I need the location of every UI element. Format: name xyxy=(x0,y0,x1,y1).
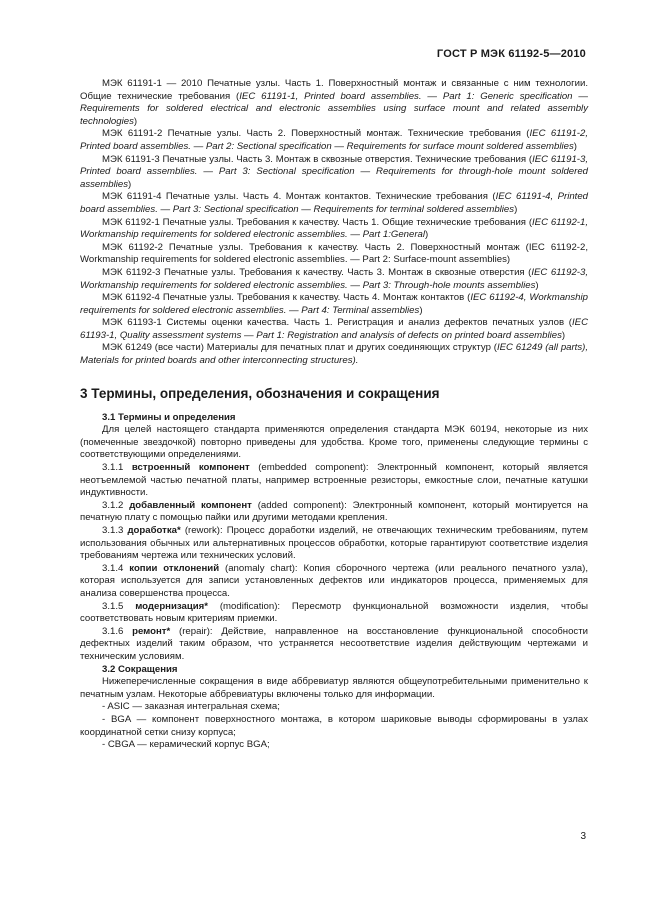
term-number: 3.1.5 xyxy=(102,600,136,612)
reference-text: МЭК 61192-1 Печатные узлы. Требования к качеству. Часть 1. Общие технические требования ( xyxy=(102,216,533,228)
reference-text: МЭК 61192-4 Печатные узлы. Требования к качеству. Часть 4. Монтаж контактов ( xyxy=(102,292,471,304)
reference-entry xyxy=(80,317,588,342)
reference-entry xyxy=(80,191,588,216)
reference-entry xyxy=(80,78,588,128)
reference-english-title: IEC 61192-4, Workmanship requirements for soldered electronic assemblies. — Part 4: Terminal assemblies xyxy=(80,292,588,316)
term-text: (repair): Действие, направленное на восстановление функциональной способности дефектных изделий таким образом, что устраняется несоответствие изделия действующим чертежами и техническим условиям. xyxy=(80,625,588,662)
abbreviations-list xyxy=(80,701,588,751)
reference-english-title: IEC 61191-4, Printed board assemblies. — Part 3: Sectional specification — Requirements for terminal soldered assemblies xyxy=(80,191,589,215)
term-text: (rework): Процесс доработки изделий, не отвечающих техническим требованиям, путем использования обычных или альтернативных процессов обработки, которые гарантируют соответствие изделия требованиям чертежа или технических условий. xyxy=(80,525,588,562)
reference-english-title: IEC 61191-1, Printed board assemblies. — Part 1: Generic specification — Requirements for soldered electrical and electronic assemblies using surface mount and related assembly technologies xyxy=(80,90,588,127)
term-number: 3.1.1 xyxy=(102,462,132,474)
reference-english-title: IEC 61193-1, Quality assessment systems — Part 1: Registration and analysis of defects on printed board assemblies xyxy=(80,317,588,341)
reference-english-title: IEC 61192-3, Workmanship requirements for soldered electronic assemblies. — Part 3: Through-hole mounts assemblies xyxy=(80,266,588,291)
reference-close: ) xyxy=(573,140,577,152)
term-number: 3.1.4 xyxy=(102,562,130,574)
terms-list xyxy=(80,462,588,664)
term-name: ремонт* xyxy=(132,625,171,637)
reference-close: ) xyxy=(133,115,138,127)
reference-entry xyxy=(80,292,588,317)
term-number: 3.1.3 xyxy=(102,525,128,536)
reference-close: ) xyxy=(514,203,518,215)
page-number: 3 xyxy=(580,831,586,842)
term-definition xyxy=(80,626,588,664)
term-name: добавленный компонент xyxy=(129,499,252,511)
term-definition xyxy=(80,601,588,626)
reference-entry xyxy=(80,217,588,242)
reference-english-title: IEC 61191-3, Printed board assemblies. — Part 3: Sectional specification — Requirements for through-hole mount soldered assemblies xyxy=(80,153,588,190)
reference-close: ) xyxy=(425,229,429,241)
term-number: 3.1.6 xyxy=(102,625,133,637)
reference-english-title: IEC 61191-2, Printed board assemblies. — Part 2: Sectional specification — Requirements for surface mount soldered assemblies xyxy=(80,128,588,152)
abbreviations-intro-paragraph: Нижеперечисленные сокращения в виде аббревиатур являются общеупотребительными применительно к печатным узлам. Некоторые аббревиатуры включены только для информации. xyxy=(80,676,588,700)
term-name: модернизация* xyxy=(135,600,208,612)
reference-close: ) xyxy=(419,304,423,316)
abbreviation-item: - ASIC — заказная интегральная схема; xyxy=(102,701,280,713)
term-number: 3.1.2 xyxy=(102,499,130,511)
section-heading: 3 Термины, определения, обозначения и сокращения xyxy=(80,385,440,401)
reference-text: МЭК 61191-1 — 2010 Печатные узлы. Часть 1. Поверхностный монтаж и связанные с ним технологии. Общие технические требования ( xyxy=(80,78,588,102)
term-definition xyxy=(80,462,588,500)
reference-english-title: IEC 61249 (all parts), Materials for printed boards and other interconnecting structures). xyxy=(80,342,589,367)
reference-entry xyxy=(80,242,588,267)
reference-entry xyxy=(80,342,588,367)
term-text: (added component): Электронный компонент, который монтируется на печатную плату с помощью пайки или другими методами крепления. xyxy=(80,499,588,524)
reference-text: МЭК 61193-1 Системы оценки качества. Часть 1. Регистрация и анализ дефектов печатных узлов ( xyxy=(102,317,572,329)
term-name: встроенный компонент xyxy=(131,462,250,474)
term-definition xyxy=(80,563,588,601)
page-header-title: ГОСТ Р МЭК 61192-5—2010 xyxy=(436,48,586,60)
reference-close: ) xyxy=(561,329,566,341)
subsection-heading-terms: 3.1 Термины и определения xyxy=(102,411,236,423)
terms-intro-paragraph: Для целей настоящего стандарта применяются определения стандарта МЭК 60194, некоторые из них (помеченные звездочкой) повторно приведены для удобства. Кроме того, применены следующие термины с соответствующими определениями. xyxy=(80,424,588,461)
reference-text: МЭК 61192-3 Печатные узлы. Требования к качеству. Часть 3. Монтаж в сквозные отверстия ( xyxy=(102,266,532,278)
abbreviation-item: - BGA — компонент поверхностного монтажа, в котором шариковые выводы сформированы в узлах координатной сетки снизу корпуса; xyxy=(80,713,588,738)
reference-english-title: IEC 61192-1, Workmanship requirements for soldered electronic assemblies. — Part 1:General xyxy=(80,216,588,241)
normative-references-list xyxy=(80,78,588,368)
reference-text: МЭК 61192-2 Печатные узлы. Требования к качеству. Часть 2. Поверхностный монтаж (IEC 61192-2, Workmanship requirements for soldered electronic assemblies. — Part 2: Surface-mount assemblies) xyxy=(80,241,588,266)
term-definition xyxy=(80,500,588,525)
reference-close: ) xyxy=(535,279,539,291)
reference-text: МЭК 61191-4 Печатные узлы. Часть 4. Монтаж контактов. Технические требования ( xyxy=(102,191,496,203)
subsection-heading-abbreviations: 3.2 Сокращения xyxy=(102,663,178,675)
abbreviation-item: - CBGA — керамический корпус BGA; xyxy=(102,739,270,751)
reference-entry xyxy=(80,267,588,292)
reference-entry xyxy=(80,128,588,153)
document-body xyxy=(80,78,588,752)
term-name: копии отклонений xyxy=(129,562,220,574)
term-name: доработка* xyxy=(127,525,181,536)
reference-text: МЭК 61191-2 Печатные узлы. Часть 2. Поверхностный монтаж. Технические требования ( xyxy=(102,128,530,140)
reference-close: ) xyxy=(128,178,132,190)
term-definition xyxy=(80,525,588,563)
term-text: (embedded component): Электронный компонент, который является неотъемлемой частью печатной платы, например встроенные резисторы, емкостные слои, печатные катушки индуктивности. xyxy=(80,462,588,499)
reference-text: МЭК 61249 (все части) Материалы для печатных плат и других соединяющих структур ( xyxy=(102,342,497,354)
reference-entry xyxy=(80,154,588,192)
reference-text: МЭК 61191-3 Печатные узлы. Часть 3. Монтаж в сквозные отверстия. Технические требования ( xyxy=(102,153,533,165)
term-text: (anomaly chart): Копия сборочного чертежа (или реального печатного узла), которая используется для записи установленных дефектов или индикаторов процесса, применяемых для анализа совершенства процесса. xyxy=(80,562,589,599)
term-text: (modification): Пересмотр функциональной возможности изделия, чтобы соответствовать новым критериям приемки. xyxy=(80,600,588,625)
